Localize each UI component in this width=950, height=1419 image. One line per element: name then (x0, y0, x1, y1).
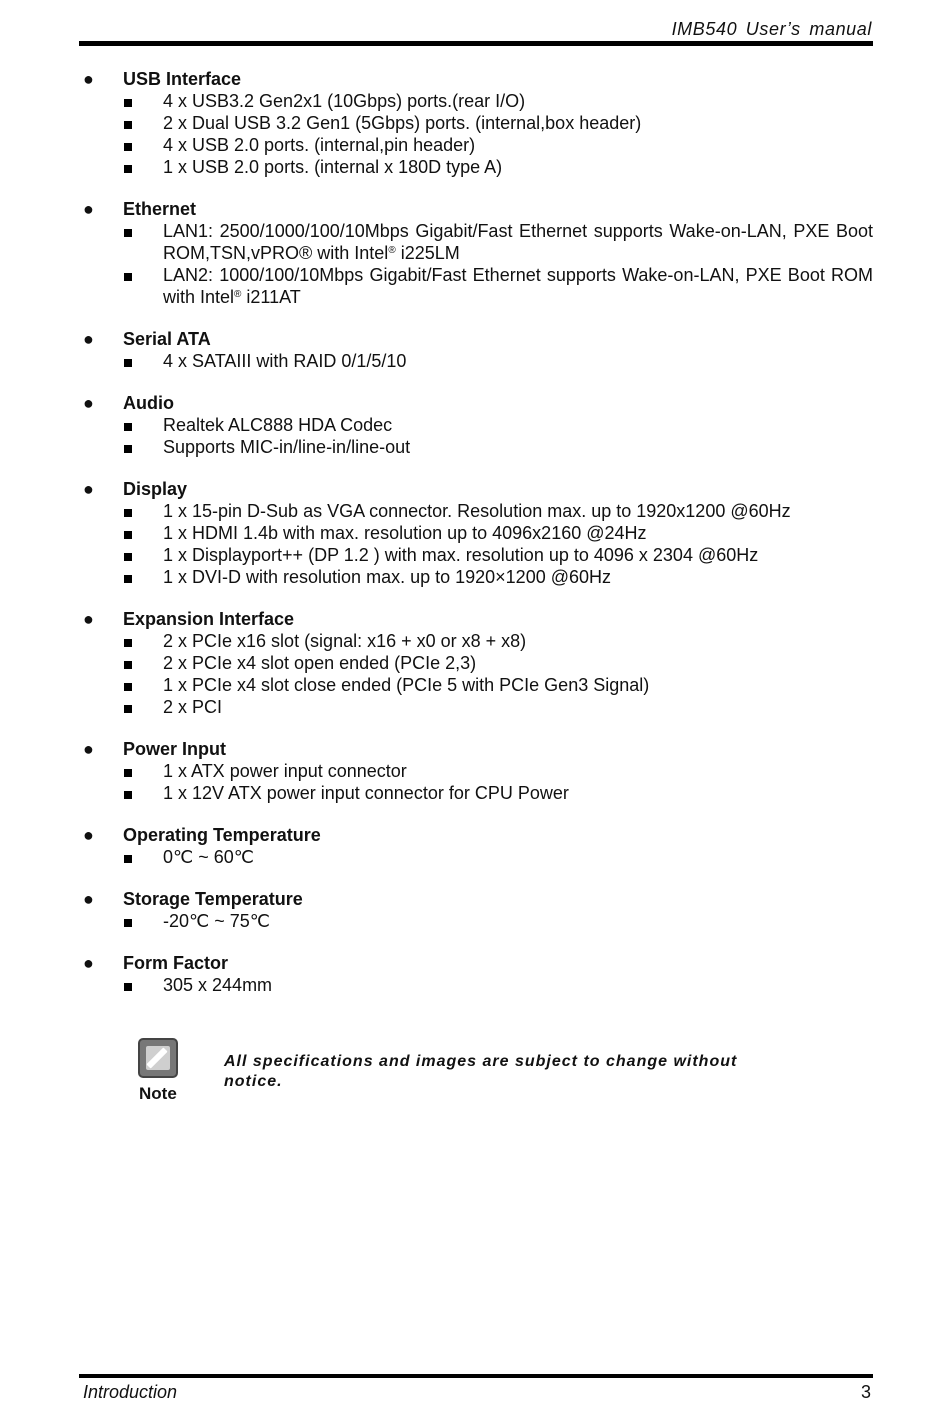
bullet-dot-icon: ● (83, 393, 94, 413)
spec-section (79, 328, 873, 372)
list-item (79, 112, 873, 134)
item-text: Supports MIC-in/line-in/line-out (163, 437, 411, 457)
bullet-dot-icon: ● (83, 953, 94, 973)
square-bullet-icon (124, 99, 132, 107)
list-item (79, 350, 873, 372)
bullet-dot-icon: ● (83, 825, 94, 845)
list-item (79, 522, 873, 544)
square-bullet-icon (124, 143, 132, 151)
section-heading (79, 738, 873, 760)
list-item (79, 846, 873, 868)
list-item (79, 134, 873, 156)
item-text: 305 x 244mm (163, 975, 273, 995)
section-heading (79, 888, 873, 910)
page-number: 3 (860, 1382, 871, 1402)
item-text: 2 x PCI (163, 697, 223, 717)
spec-section (79, 824, 873, 868)
item-text: 1 x USB 2.0 ports. (internal x 180D type A) (163, 157, 503, 177)
list-item (79, 674, 873, 696)
item-text: 1 x ATX power input connector (163, 761, 407, 781)
square-bullet-icon (124, 983, 132, 991)
item-text: 1 x HDMI 1.4b with max. resolution up to 4096x2160 @24Hz (163, 523, 647, 543)
section-heading (79, 952, 873, 974)
square-bullet-icon (124, 855, 132, 863)
item-text: 1 x Displayport++ (DP 1.2 ) with max. resolution up to 4096 x 2304 @60Hz (163, 545, 759, 565)
section-title: Form Factor (123, 953, 229, 973)
section-title: Display (123, 479, 188, 499)
square-bullet-icon (124, 661, 132, 669)
spec-section (79, 608, 873, 718)
spec-section (79, 738, 873, 804)
bullet-dot-icon: ● (83, 199, 94, 219)
item-text: 4 x SATAIII with RAID 0/1/5/10 (163, 351, 407, 371)
section-heading (79, 198, 873, 220)
section-heading (79, 608, 873, 630)
list-item (79, 544, 873, 566)
list-item (79, 566, 873, 588)
bullet-dot-icon: ● (83, 329, 94, 349)
section-heading (79, 328, 873, 350)
bullet-dot-icon: ● (83, 69, 94, 89)
item-text: 2 x PCIe x4 slot open ended (PCIe 2,3) (163, 653, 477, 673)
item-text: 1 x DVI-D with resolution max. up to 1920×1200 @60Hz (163, 567, 612, 587)
item-text: 0℃ ~ 60℃ (163, 847, 254, 867)
list-item (79, 696, 873, 718)
square-bullet-icon (124, 553, 132, 561)
section-title: Operating Temperature (123, 825, 321, 845)
note-label: Note (139, 1084, 177, 1103)
list-item (79, 90, 873, 112)
item-text: -20℃ ~ 75℃ (163, 911, 270, 931)
section-title: Power Input (123, 739, 226, 759)
item-text: 1 x PCIe x4 slot close ended (PCIe 5 with PCIe Gen3 Signal) (163, 675, 650, 695)
list-item (79, 910, 873, 932)
item-text: 1 x 12V ATX power input connector for CPU Power (163, 783, 569, 803)
bullet-dot-icon: ● (83, 739, 94, 759)
square-bullet-icon (124, 273, 132, 281)
item-text: i225LM (395, 243, 460, 263)
square-bullet-icon (124, 445, 132, 453)
bullet-dot-icon: ● (83, 479, 94, 499)
section-title: Storage Temperature (123, 889, 303, 909)
item-text: 1 x 15-pin D-Sub as VGA connector. Resolution max. up to 1920x1200 @60Hz (163, 501, 791, 521)
square-bullet-icon (124, 121, 132, 129)
spec-section (79, 952, 873, 996)
spec-section (79, 68, 873, 178)
list-item (79, 652, 873, 674)
item-text: 2 x Dual USB 3.2 Gen1 (5Gbps) ports. (internal,box header) (163, 113, 642, 133)
square-bullet-icon (124, 165, 132, 173)
spec-list (79, 68, 873, 1016)
list-item (79, 500, 873, 522)
list-item (79, 782, 873, 804)
spec-section (79, 198, 873, 308)
registered-mark: ® (234, 289, 242, 300)
square-bullet-icon (124, 229, 132, 237)
spec-section (79, 392, 873, 458)
square-bullet-icon (124, 683, 132, 691)
square-bullet-icon (124, 509, 132, 517)
header-title: IMB540 User’s manual (671, 19, 872, 39)
section-title: Expansion Interface (123, 609, 295, 629)
square-bullet-icon (124, 575, 132, 583)
list-item (79, 436, 873, 458)
item-text: 2 x PCIe x16 slot (signal: x16 + x0 or x8 + x8) (163, 631, 527, 651)
square-bullet-icon (124, 791, 132, 799)
spec-section (79, 888, 873, 932)
list-item (79, 630, 873, 652)
list-item (79, 220, 873, 264)
list-item (79, 264, 873, 308)
square-bullet-icon (124, 359, 132, 367)
header-rule (79, 41, 873, 46)
section-title: Audio (123, 393, 174, 413)
item-text: Realtek ALC888 HDA Codec (163, 415, 393, 435)
section-heading (79, 392, 873, 414)
list-item (79, 156, 873, 178)
spec-section (79, 478, 873, 588)
section-title: Ethernet (123, 199, 197, 219)
registered-mark: ® (388, 245, 396, 256)
item-text: 4 x USB3.2 Gen2x1 (10Gbps) ports.(rear I/O) (163, 91, 526, 111)
note-pencil-icon (138, 1038, 178, 1078)
square-bullet-icon (124, 531, 132, 539)
section-heading (79, 68, 873, 90)
section-heading (79, 478, 873, 500)
square-bullet-icon (124, 919, 132, 927)
square-bullet-icon (124, 769, 132, 777)
square-bullet-icon (124, 639, 132, 647)
note-text: All specifications and images are subject to change without notice. (224, 1053, 738, 1090)
square-bullet-icon (124, 705, 132, 713)
list-item (79, 974, 873, 996)
list-item (79, 760, 873, 782)
section-heading (79, 824, 873, 846)
footer-section: Introduction (83, 1382, 178, 1402)
item-text: LAN2: 1000/100/10Mbps Gigabit/Fast Ethernet supports Wake-on-LAN, PXE Boot ROM with Intel (163, 265, 873, 307)
item-text: LAN1: 2500/1000/100/10Mbps Gigabit/Fast Ethernet supports Wake-on-LAN, PXE Boot ROM,TSN,vPRO® with Intel (163, 221, 873, 263)
square-bullet-icon (124, 423, 132, 431)
footer-rule (79, 1374, 873, 1378)
item-text: 4 x USB 2.0 ports. (internal,pin header) (163, 135, 476, 155)
section-title: Serial ATA (123, 329, 211, 349)
list-item (79, 414, 873, 436)
section-title: USB Interface (123, 69, 242, 89)
bullet-dot-icon: ● (83, 609, 94, 629)
bullet-dot-icon: ● (83, 889, 94, 909)
item-text: i211AT (241, 287, 301, 307)
